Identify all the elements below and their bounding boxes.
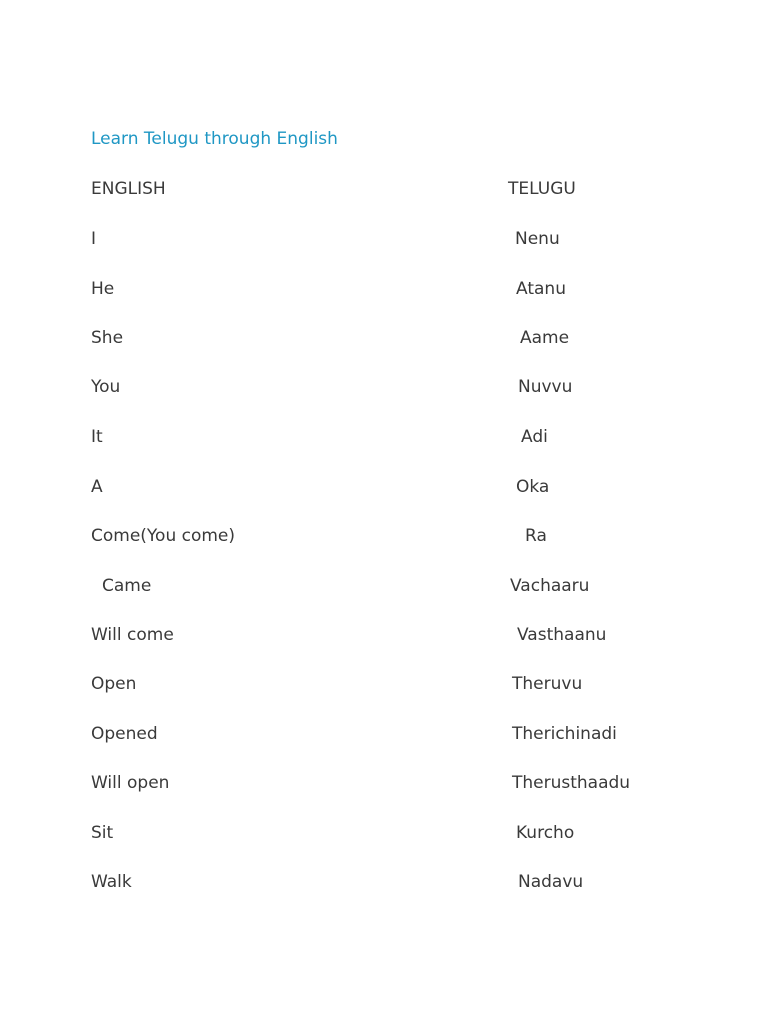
english-word: Opened (91, 724, 158, 744)
word-row (0, 427, 768, 451)
word-row (0, 823, 768, 847)
english-word: Walk (91, 872, 132, 892)
telugu-word: Adi (521, 427, 548, 447)
word-row (0, 526, 768, 550)
telugu-word: Therichinadi (512, 724, 617, 744)
telugu-word: Ra (525, 526, 547, 546)
english-word: Will come (91, 625, 174, 645)
word-row (0, 477, 768, 501)
document-title: Learn Telugu through English (91, 129, 338, 149)
telugu-word: Nenu (515, 229, 560, 249)
word-row (0, 724, 768, 748)
telugu-word: Therusthaadu (512, 773, 631, 793)
word-row (0, 328, 768, 352)
english-word: Will open (91, 773, 170, 793)
header-row (0, 179, 768, 203)
english-word: I (91, 229, 97, 249)
english-word: Open (91, 674, 137, 694)
telugu-word: Nadavu (518, 872, 584, 892)
telugu-word: Vasthaanu (517, 625, 607, 645)
telugu-word: Nuvvu (518, 377, 573, 397)
telugu-word: Aame (520, 328, 570, 348)
word-row (0, 229, 768, 253)
word-row (0, 674, 768, 698)
word-row (0, 279, 768, 303)
english-word: He (91, 279, 115, 299)
telugu-word: Vachaaru (510, 576, 590, 596)
telugu-word: Kurcho (516, 823, 575, 843)
english-word: Sit (91, 823, 114, 843)
word-row (0, 625, 768, 649)
telugu-column-header: TELUGU (508, 179, 576, 199)
word-row (0, 377, 768, 401)
english-word: Come(You come) (91, 526, 236, 546)
english-word: You (91, 377, 121, 397)
word-row (0, 576, 768, 600)
english-word: It (91, 427, 103, 447)
english-word: Came (102, 576, 152, 596)
english-word: A (91, 477, 103, 497)
word-row (0, 872, 768, 896)
telugu-word: Atanu (516, 279, 566, 299)
telugu-word: Oka (516, 477, 550, 497)
english-word: She (91, 328, 124, 348)
english-column-header: ENGLISH (91, 179, 166, 199)
word-row (0, 773, 768, 797)
telugu-word: Theruvu (512, 674, 583, 694)
